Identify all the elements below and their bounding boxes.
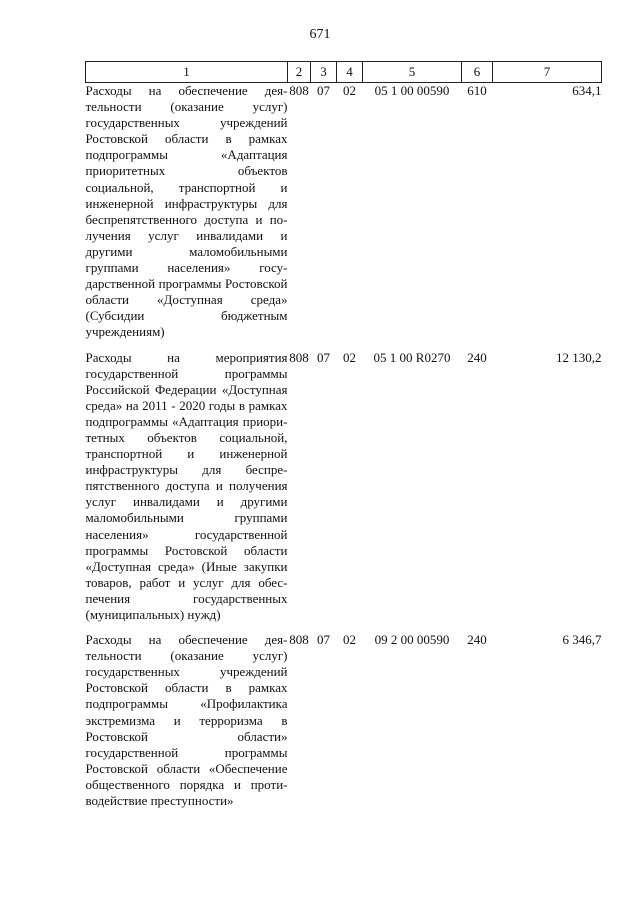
- row-amount: 634,1: [572, 83, 602, 98]
- header-col-3: 3: [311, 62, 337, 83]
- row-amount: 6 346,7: [562, 632, 602, 648]
- table-header-row: [86, 62, 602, 83]
- row-target-article: 05 1 00 00590: [374, 83, 450, 98]
- row-expense-type: 610: [467, 83, 487, 98]
- header-col-4: 4: [337, 62, 363, 83]
- row-ministry-code: 808: [289, 83, 309, 98]
- header-col-7: 7: [493, 62, 602, 83]
- row-section-code: 07: [317, 632, 330, 648]
- row-target-article: 05 1 00 R0270: [373, 349, 451, 365]
- row-section-code: 07: [317, 349, 330, 365]
- row-expense-type: 240: [467, 349, 487, 365]
- row-description: Расходы на обеспечение деятельности (оказание услуг) государственных учреждений Ростовской области в рамках подпрограммы «Профилактика экстремизма и терроризма в Ростовской области» государственной программы Ростовской области «Обеспечение общественного порядка и противодействие преступности»: [85, 632, 288, 809]
- table-row: [86, 632, 602, 818]
- row-ministry-code: 808: [289, 632, 309, 648]
- page-number: 671: [309, 27, 331, 42]
- header-col-5: 5: [363, 62, 462, 83]
- row-subsection-code: 02: [343, 349, 356, 365]
- row-description: Расходы на мероприятия государственной программы Российской Федерации «Доступная среда» на 2011 - 2020 годы в рамках подпрограммы «Адаптация приоритетных объектов социальной, транспортной и инженерной инфраструктуры для беспрепятственного доступа и получения услуг инвалидами и другими маломобильными группами населения» государственной программы Ростовской области «Доступная среда» (Иные закупки товаров, работ и услуг для обеспечения государственных (муниципальных) нужд): [85, 349, 288, 622]
- table-row: [86, 350, 602, 633]
- row-expense-type: 240: [467, 632, 487, 648]
- row-section-code: 07: [317, 83, 330, 98]
- budget-table: [85, 61, 602, 818]
- header-col-2: 2: [288, 62, 311, 83]
- header-col-6: 6: [462, 62, 493, 83]
- row-description: Расходы на обеспечение деятельности (оказание услуг) государственных учреждений Ростовской области в рамках подпрограммы «Адаптация приоритетных объектов социальной, транспортной и инженерной инфраструктуры для беспрепятственного доступа и получения услуг инвалидами и другими маломобильными группами населения» государственной программы Ростовской области «Доступная среда» (Субсидии бюджетным учреждениям): [85, 83, 288, 340]
- row-amount: 12 130,2: [556, 349, 602, 365]
- row-subsection-code: 02: [343, 632, 356, 648]
- table-row: [86, 83, 602, 350]
- row-ministry-code: 808: [289, 349, 309, 365]
- row-subsection-code: 02: [343, 83, 356, 98]
- row-target-article: 09 2 00 00590: [374, 632, 450, 648]
- header-col-1: 1: [86, 62, 288, 83]
